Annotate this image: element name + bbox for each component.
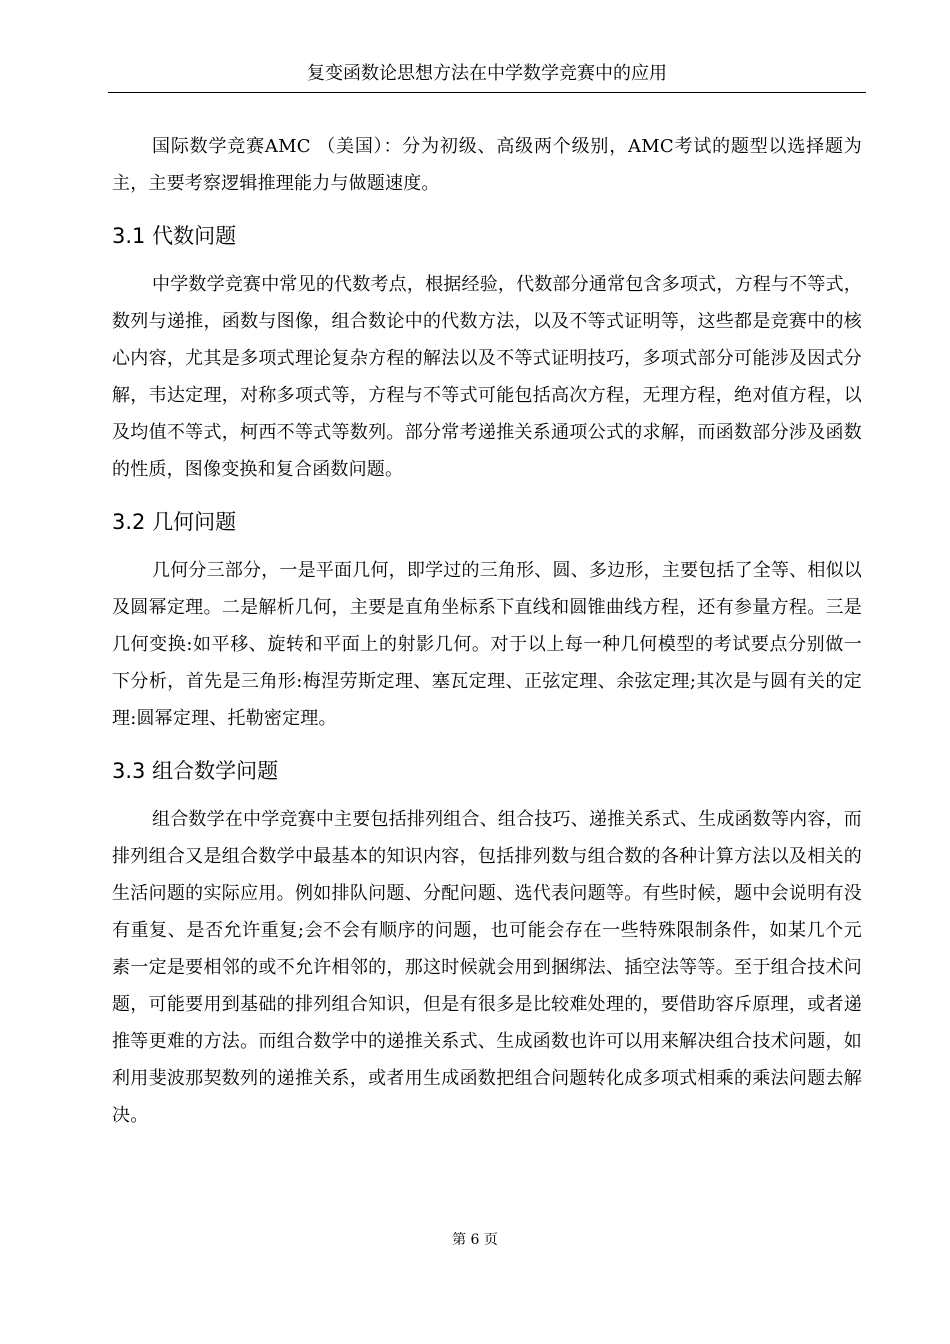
section-heading-combinatorics: 3.3 组合数学问题 [112,759,279,783]
running-header-title: 复变函数论思想方法在中学数学竞赛中的应用 [307,63,667,84]
intro-paragraph: 国际数学竞赛AMC （美国）：分为初级、高级两个级别，AMC考试的题型以选择题为主，主要考察逻辑推理能力与做题速度。 [112,136,862,194]
page-number: 第 6 页 [452,1232,498,1248]
section-paragraph-geometry: 几何分三部分，一是平面几何，即学过的三角形、圆、多边形，主要包括了全等、相似以及圆幂定理。二是解析几何，主要是直角坐标系下直线和圆锥曲线方程，还有参量方程。三是几何变换:如平移、旋转和平面上的射影几何。对于以上每一种几何模型的考试要点分别做一下分析，首先是三角形:梅涅劳斯定理、塞瓦定理、正弦定理、余弦定理;其次是与圆有关的定理:圆幂定理、托勒密定理。 [112,560,862,729]
section-heading-geometry: 3.2 几何问题 [112,510,237,534]
section-paragraph-combinatorics: 组合数学在中学竞赛中主要包括排列组合、组合技巧、递推关系式、生成函数等内容，而排列组合又是组合数学中最基本的知识内容，包括排列数与组合数的各种计算方法以及相关的生活问题的实际应用。例如排队问题、分配问题、选代表问题等。有些时候，题中会说明有没有重复、是否允许重复;会不会有顺序的问题，也可能会存在一些特殊限制条件，如某几个元素一定是要相邻的或不允许相邻的，那这时候就会用到捆绑法、插空法等等。至于组合技术问题，可能要用到基础的排列组合知识，但是有很多是比较难处理的，要借助容斥原理，或者递推等更难的方法。而组合数学中的递推关系式、生成函数也许可以用来解决组合技术问题，如利用斐波那契数列的递推关系，或者用生成函数把组合问题转化成多项式相乘的乘法问题去解决。 [112,809,862,1126]
section-paragraph-algebra: 中学数学竞赛中常见的代数考点，根据经验，代数部分通常包含多项式，方程与不等式，数列与递推，函数与图像，组合数论中的代数方法，以及不等式证明等，这些都是竞赛中的核心内容，尤其是多项式理论复杂方程的解法以及不等式证明技巧，多项式部分可能涉及因式分解，韦达定理，对称多项式等，方程与不等式可能包括高次方程，无理方程，绝对值方程，以及均值不等式，柯西不等式等数列。部分常考递推关系通项公式的求解，而函数部分涉及函数的性质，图像变换和复合函数问题。 [112,274,862,480]
body-text [112,128,862,1134]
section-heading-algebra: 3.1 代数问题 [112,224,237,248]
header-divider [108,92,866,93]
